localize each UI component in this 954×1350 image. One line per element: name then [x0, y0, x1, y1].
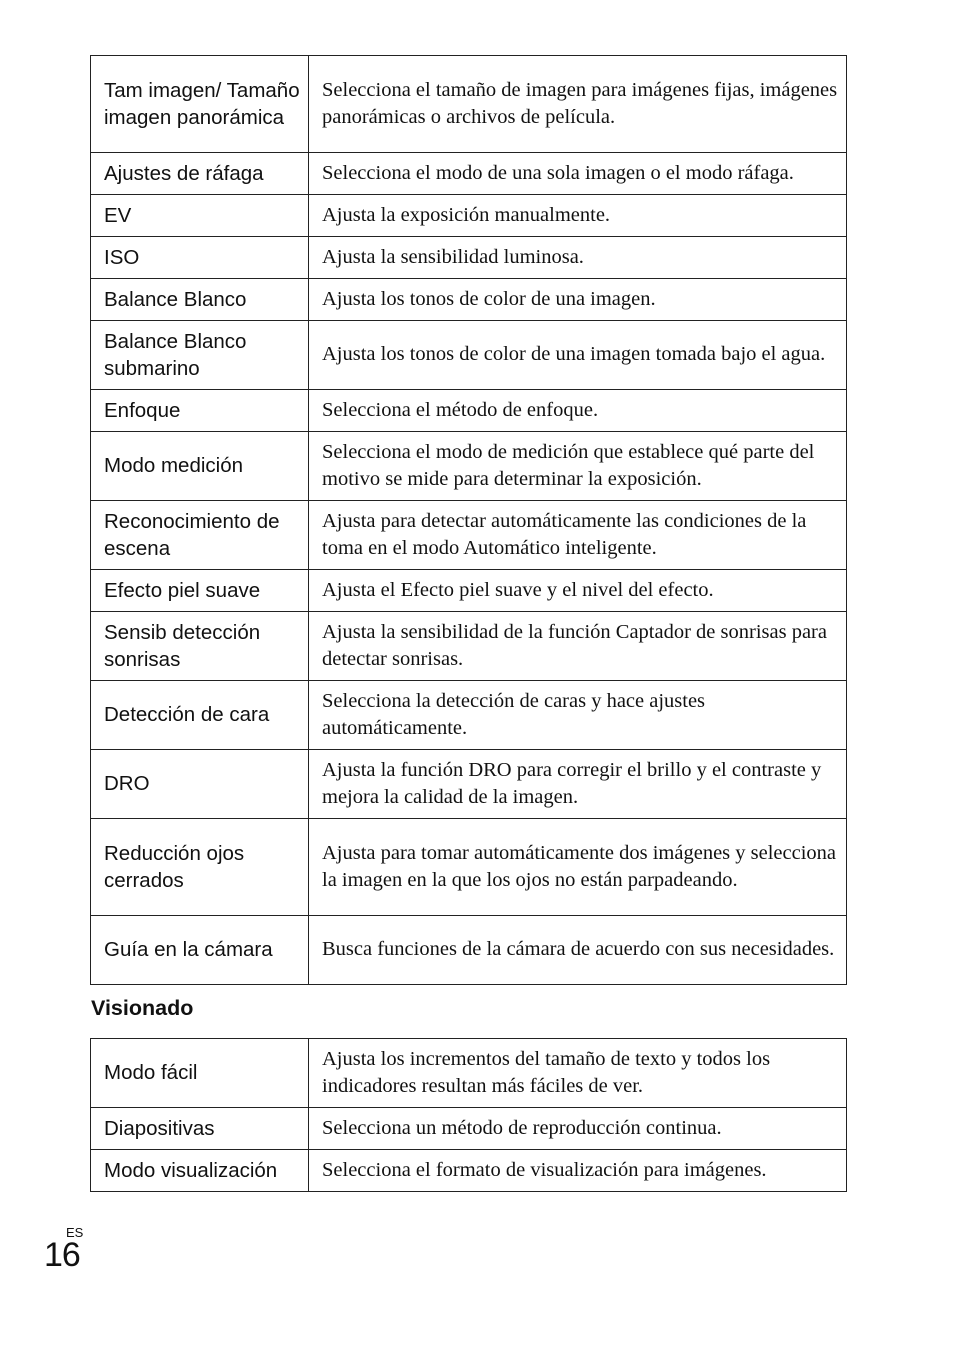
- section-heading: Visionado: [91, 996, 194, 1020]
- setting-description: Selecciona un método de reproducción continua.: [309, 1108, 847, 1150]
- setting-name: Enfoque: [91, 390, 309, 432]
- setting-description: Selecciona el formato de visualización para imágenes.: [309, 1150, 847, 1192]
- table-row: [91, 1039, 847, 1108]
- table-row: [91, 819, 847, 916]
- table-row: [91, 681, 847, 750]
- table-row: [91, 432, 847, 501]
- table-row: [91, 1108, 847, 1150]
- setting-description: Selecciona el modo de una sola imagen o el modo ráfaga.: [309, 153, 847, 195]
- setting-name: Guía en la cámara: [91, 916, 309, 985]
- table-row: [91, 1150, 847, 1192]
- setting-name: Modo medición: [91, 432, 309, 501]
- setting-description: Ajusta la función DRO para corregir el brillo y el contraste y mejora la calidad de la imagen.: [309, 750, 847, 819]
- setting-description: Selecciona la detección de caras y hace ajustes automáticamente.: [309, 681, 847, 750]
- setting-description: Selecciona el método de enfoque.: [309, 390, 847, 432]
- setting-description: Ajusta para tomar automáticamente dos imágenes y selecciona la imagen en la que los ojos no están parpadeando.: [309, 819, 847, 916]
- table-row: [91, 612, 847, 681]
- setting-name: Efecto piel suave: [91, 570, 309, 612]
- table-row: [91, 321, 847, 390]
- setting-description: Ajusta la sensibilidad de la función Captador de sonrisas para detectar sonrisas.: [309, 612, 847, 681]
- setting-name: Tam imagen/ Tamaño imagen panorámica: [91, 56, 309, 153]
- setting-name: ISO: [91, 237, 309, 279]
- setting-description: Ajusta la sensibilidad luminosa.: [309, 237, 847, 279]
- setting-name: Diapositivas: [91, 1108, 309, 1150]
- language-code: ES: [66, 1225, 84, 1240]
- setting-description: Selecciona el tamaño de imagen para imágenes fijas, imágenes panorámicas o archivos de película.: [309, 56, 847, 153]
- page-number: 16: [44, 1236, 80, 1274]
- table-row: [91, 279, 847, 321]
- table-row: [91, 237, 847, 279]
- settings-table: [90, 55, 847, 985]
- table-row: [91, 916, 847, 985]
- table-row: [91, 153, 847, 195]
- setting-name: DRO: [91, 750, 309, 819]
- setting-description: Selecciona el modo de medición que establece qué parte del motivo se mide para determinar la exposición.: [309, 432, 847, 501]
- table-row: [91, 390, 847, 432]
- setting-name: Balance Blanco submarino: [91, 321, 309, 390]
- setting-description: Ajusta para detectar automáticamente las condiciones de la toma en el modo Automático inteligente.: [309, 501, 847, 570]
- setting-name: Reducción ojos cerrados: [91, 819, 309, 916]
- table-row: [91, 56, 847, 153]
- setting-description: Ajusta los tonos de color de una imagen tomada bajo el agua.: [309, 321, 847, 390]
- setting-name: Balance Blanco: [91, 279, 309, 321]
- table-row: [91, 501, 847, 570]
- setting-name: EV: [91, 195, 309, 237]
- setting-description: Ajusta los tonos de color de una imagen.: [309, 279, 847, 321]
- setting-name: Sensib detección sonrisas: [91, 612, 309, 681]
- setting-description: Ajusta la exposición manualmente.: [309, 195, 847, 237]
- setting-name: Modo fácil: [91, 1039, 309, 1108]
- table-row: [91, 195, 847, 237]
- setting-name: Modo visualización: [91, 1150, 309, 1192]
- table-row: [91, 750, 847, 819]
- setting-description: Busca funciones de la cámara de acuerdo con sus necesidades.: [309, 916, 847, 985]
- setting-description: Ajusta los incrementos del tamaño de texto y todos los indicadores resultan más fáciles de ver.: [309, 1039, 847, 1108]
- setting-description: Ajusta el Efecto piel suave y el nivel del efecto.: [309, 570, 847, 612]
- visionado-table: [90, 1038, 847, 1192]
- setting-name: Ajustes de ráfaga: [91, 153, 309, 195]
- table-row: [91, 570, 847, 612]
- setting-name: Detección de cara: [91, 681, 309, 750]
- setting-name: Reconocimiento de escena: [91, 501, 309, 570]
